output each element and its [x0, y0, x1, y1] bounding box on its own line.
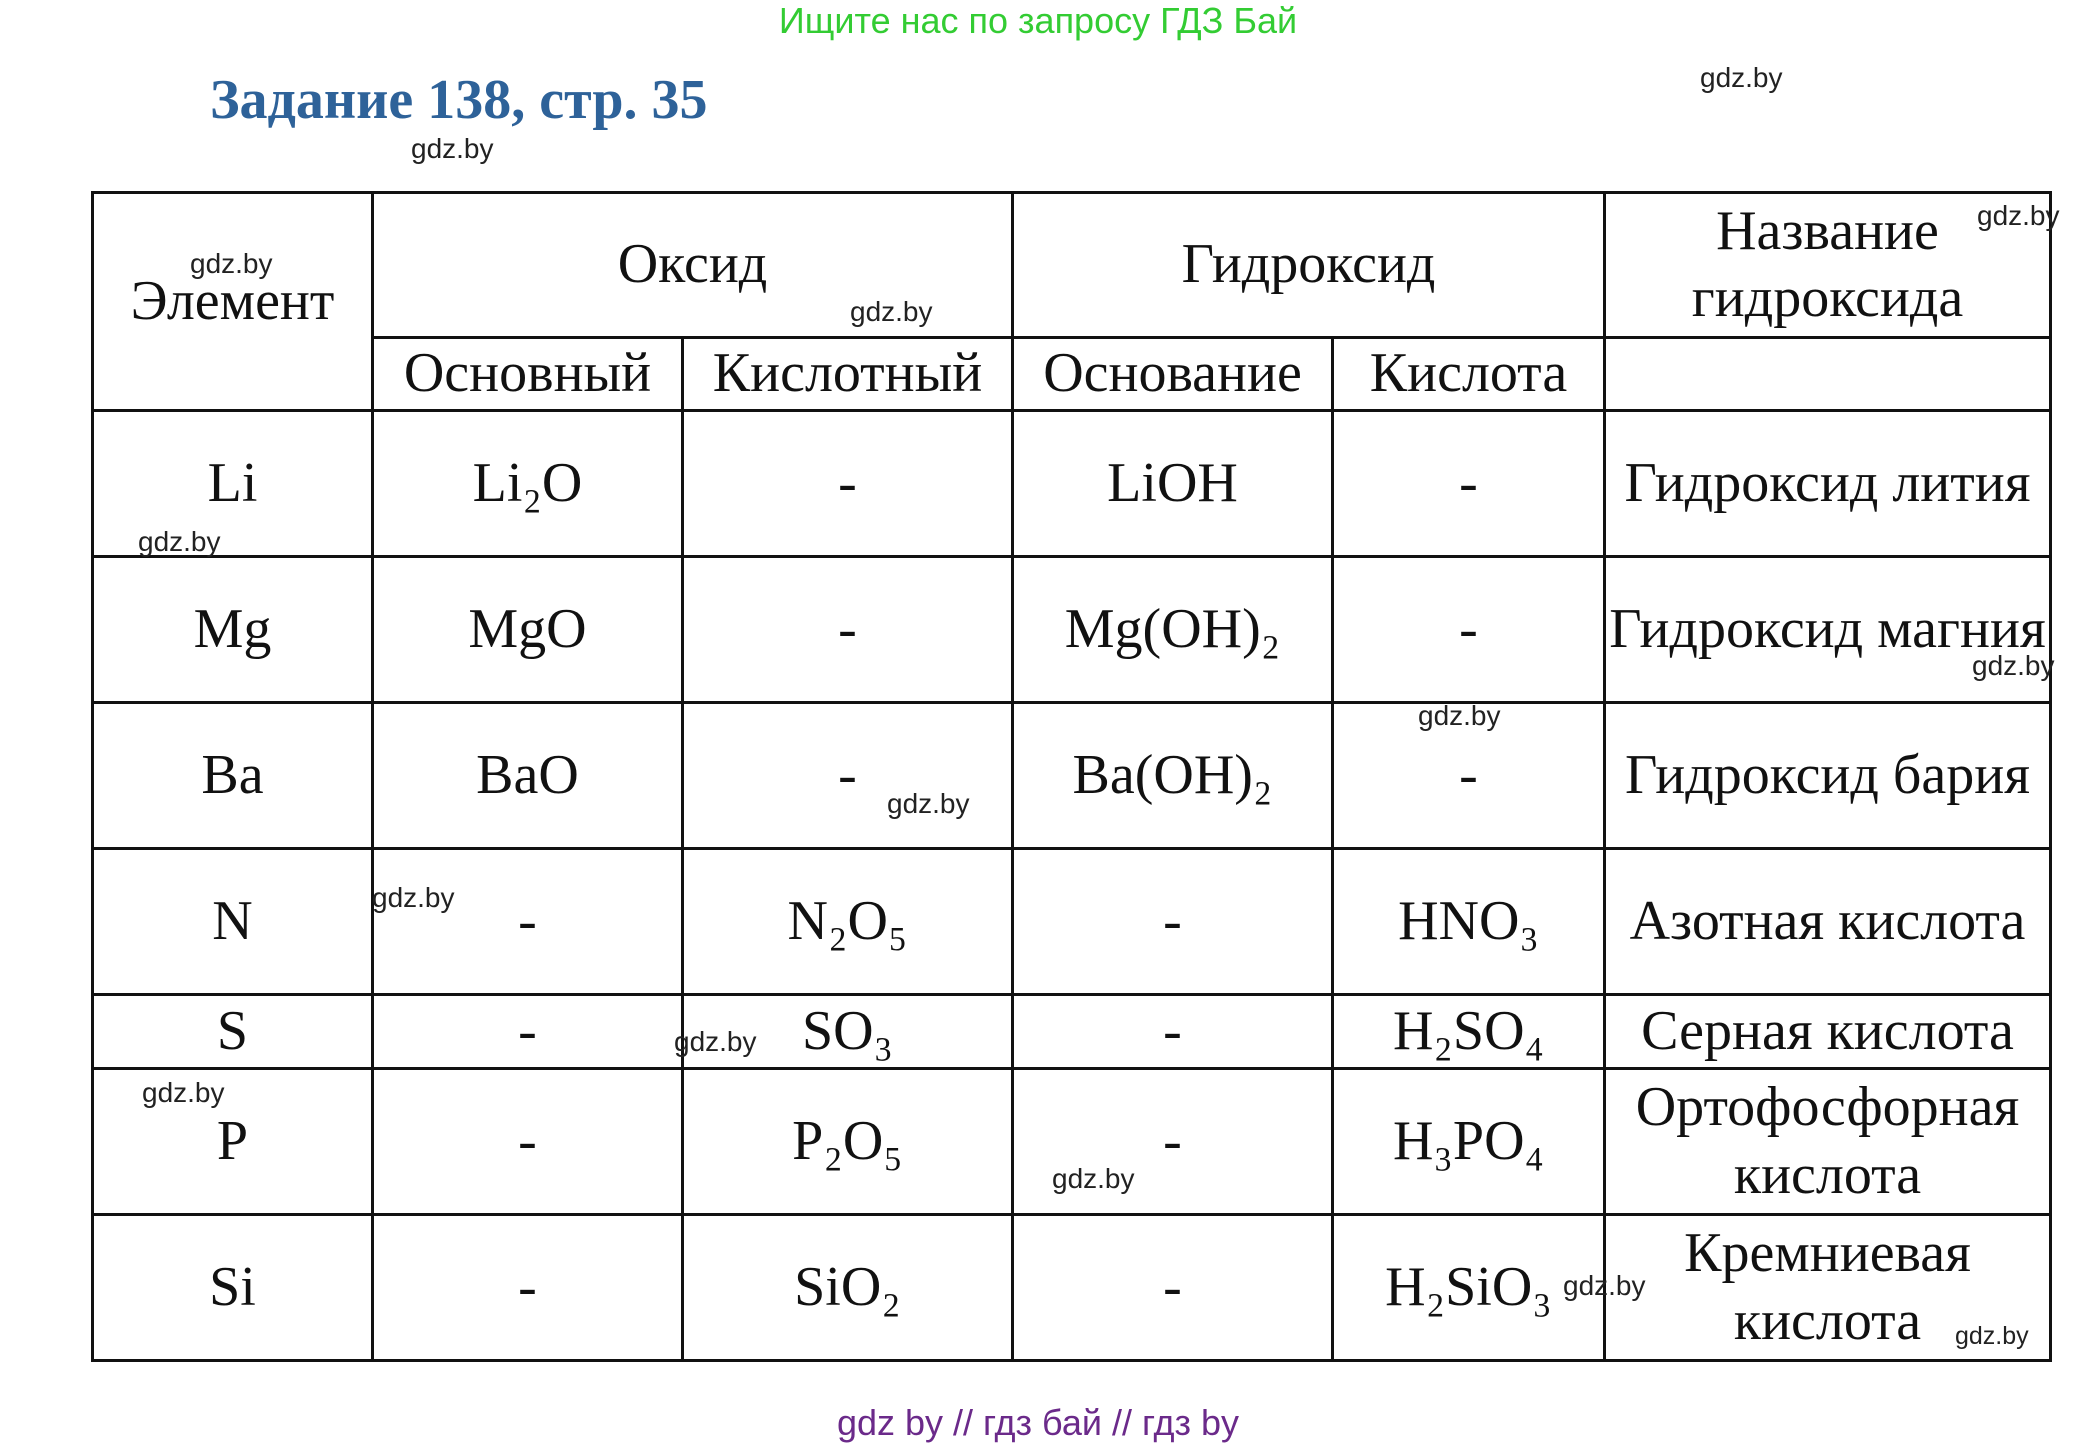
footer-links: gdz by // гдз бай // гдз by: [836, 1402, 1240, 1443]
cell-acidic-oxide: -: [683, 557, 1013, 703]
header-hydroxide-name: Название гидроксида: [1605, 193, 2051, 338]
cell-name: Серная кислота: [1605, 995, 2051, 1069]
cell-base: -: [1013, 1069, 1333, 1215]
cell-name: Гидроксид бария: [1605, 703, 2051, 849]
header-base: Основание: [1013, 338, 1333, 411]
header-acidic: Кислотный: [683, 338, 1013, 411]
watermark-text: gdz.by: [190, 248, 273, 279]
watermark-text: gdz.by: [142, 1077, 225, 1108]
cell-element: Si: [93, 1215, 373, 1361]
cell-name: Кремниевая кислота: [1605, 1215, 2051, 1361]
cell-base: -: [1013, 1215, 1333, 1361]
table-row: [93, 703, 2051, 849]
cell-acidic-oxide: P₂O₅: [683, 1069, 1013, 1215]
cell-base: Mg(OH)₂: [1013, 557, 1333, 703]
cell-acid: HNO₃: [1333, 849, 1605, 995]
table-row: [93, 411, 2051, 557]
table-row: [93, 995, 2051, 1069]
header-basic: Основный: [373, 338, 683, 411]
table-row: [93, 849, 2051, 995]
cell-acid: -: [1333, 411, 1605, 557]
cell-base: Ba(OH)₂: [1013, 703, 1333, 849]
cell-name: Ортофосфорная кислота: [1605, 1069, 2051, 1215]
cell-basic-oxide: -: [373, 1215, 683, 1361]
header-element: Элемент: [93, 193, 373, 411]
table-header-row-2: [93, 338, 2051, 411]
cell-element: Mg: [93, 557, 373, 703]
watermark-text: gdz.by: [1955, 1322, 2029, 1350]
watermark-text: gdz.by: [1977, 200, 2060, 231]
header-oxide: Оксид: [373, 193, 1013, 338]
table-row: [93, 1215, 2051, 1361]
cell-element: Li: [93, 411, 373, 557]
cell-basic-oxide: MgO: [373, 557, 683, 703]
cell-acid: H₃PO₄: [1333, 1069, 1605, 1215]
header-empty: [1605, 338, 2051, 411]
cell-acidic-oxide: -: [683, 703, 1013, 849]
table-row: [93, 557, 2051, 703]
cell-base: -: [1013, 849, 1333, 995]
cell-acidic-oxide: SO₃: [683, 995, 1013, 1069]
header-hydroxide: Гидроксид: [1013, 193, 1605, 338]
cell-acid: H₂SiO₃: [1333, 1215, 1605, 1361]
watermark-text: gdz.by: [1972, 650, 2055, 681]
page-title: Задание 138, стр. 35: [210, 69, 708, 131]
cell-base: -: [1013, 995, 1333, 1069]
watermark-text: gdz.by: [411, 133, 494, 164]
cell-element: Ba: [93, 703, 373, 849]
cell-acidic-oxide: -: [683, 411, 1013, 557]
cell-basic-oxide: Li₂O: [373, 411, 683, 557]
watermark-text: gdz.by: [1563, 1270, 1646, 1301]
watermark-text: gdz.by: [1418, 700, 1501, 731]
watermark-text: gdz.by: [674, 1026, 757, 1057]
promo-banner: Ищите нас по запросу ГДЗ Бай: [778, 0, 1298, 41]
table-header-row-1: [93, 193, 2051, 338]
header-acid: Кислота: [1333, 338, 1605, 411]
watermark-text: gdz.by: [1052, 1163, 1135, 1194]
cell-basic-oxide: -: [373, 849, 683, 995]
cell-acid: H₂SO₄: [1333, 995, 1605, 1069]
cell-element: S: [93, 995, 373, 1069]
cell-base: LiOH: [1013, 411, 1333, 557]
cell-acidic-oxide: N₂O₅: [683, 849, 1013, 995]
watermark-text: gdz.by: [887, 788, 970, 819]
cell-basic-oxide: BaO: [373, 703, 683, 849]
cell-name: Гидроксид лития: [1605, 411, 2051, 557]
watermark-text: gdz.by: [1700, 62, 1783, 93]
cell-name: Гидроксид магния: [1605, 557, 2051, 703]
watermark-text: gdz.by: [372, 882, 455, 913]
watermark-text: gdz.by: [850, 296, 933, 327]
cell-basic-oxide: -: [373, 1069, 683, 1215]
cell-name: Азотная кислота: [1605, 849, 2051, 995]
cell-element: N: [93, 849, 373, 995]
cell-acidic-oxide: SiO₂: [683, 1215, 1013, 1361]
cell-basic-oxide: -: [373, 995, 683, 1069]
watermark-text: gdz.by: [138, 526, 221, 557]
cell-element: P: [93, 1069, 373, 1215]
cell-acid: -: [1333, 557, 1605, 703]
cell-acid: -: [1333, 703, 1605, 849]
